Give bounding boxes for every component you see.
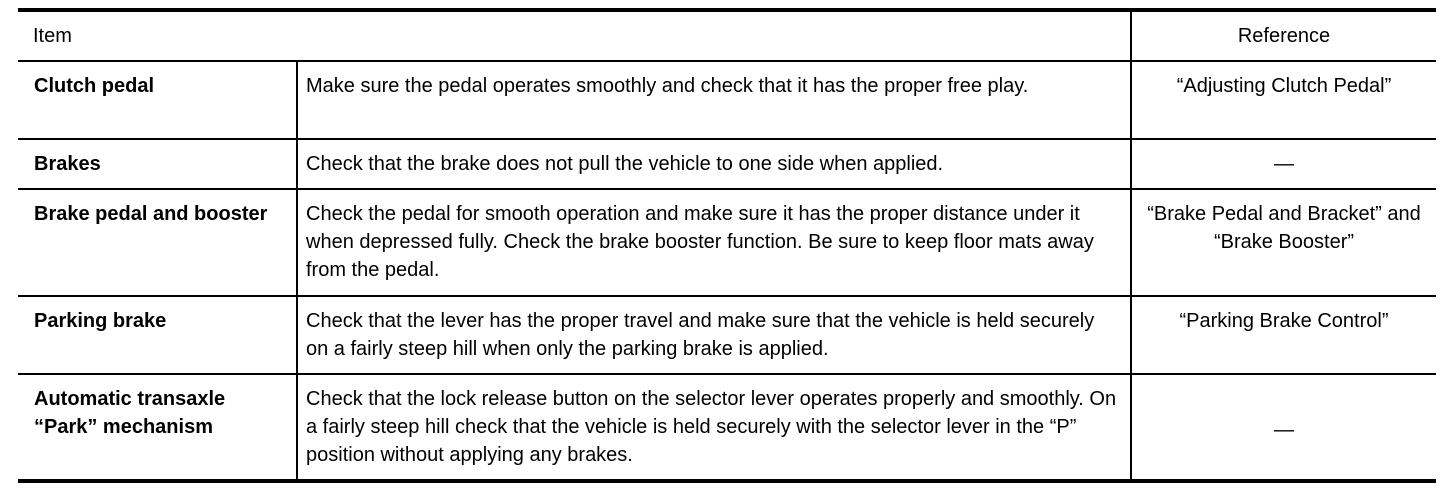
row-reference: — xyxy=(1131,139,1436,189)
row-description: Make sure the pedal operates smoothly and check that it has the proper free play. xyxy=(297,61,1131,139)
row-description: Check that the brake does not pull the vehicle to one side when applied. xyxy=(297,139,1131,189)
table-header-row xyxy=(18,10,1436,61)
row-description: Check the pedal for smooth operation and make sure it has the proper distance under it when depressed fully. Check the brake booster function. Be sure to keep floor mats away from the pedal. xyxy=(297,189,1131,296)
row-reference: “Adjusting Clutch Pedal” xyxy=(1131,61,1436,139)
reference-column-header: Reference xyxy=(1131,10,1436,61)
table-row xyxy=(18,189,1436,296)
item-column-header: Item xyxy=(18,10,1131,61)
row-description: Check that the lock release button on the selector lever operates properly and smoothly. On a fairly steep hill check that the vehicle is held securely with the selector lever in the “P” position without applying any brakes. xyxy=(297,374,1131,481)
row-item: Brakes xyxy=(18,139,297,189)
table-row xyxy=(18,296,1436,374)
row-item: Automatic transaxle “Park” mechanism xyxy=(34,388,226,438)
table-row xyxy=(18,374,1436,481)
row-item: Brake pedal and booster xyxy=(18,189,297,296)
row-item: Clutch pedal xyxy=(18,61,297,139)
row-reference: “Parking Brake Control” xyxy=(1131,296,1436,374)
row-item: Parking brake xyxy=(18,296,297,374)
table-row xyxy=(18,61,1436,139)
inspection-table xyxy=(18,8,1436,483)
inspection-table-container xyxy=(18,8,1436,483)
row-reference: — xyxy=(1131,374,1436,481)
row-reference: “Brake Pedal and Bracket” and “Brake Booster” xyxy=(1131,189,1436,296)
table-row xyxy=(18,139,1436,189)
row-description: Check that the lever has the proper travel and make sure that the vehicle is held securely on a fairly steep hill when only the parking brake is applied. xyxy=(297,296,1131,374)
